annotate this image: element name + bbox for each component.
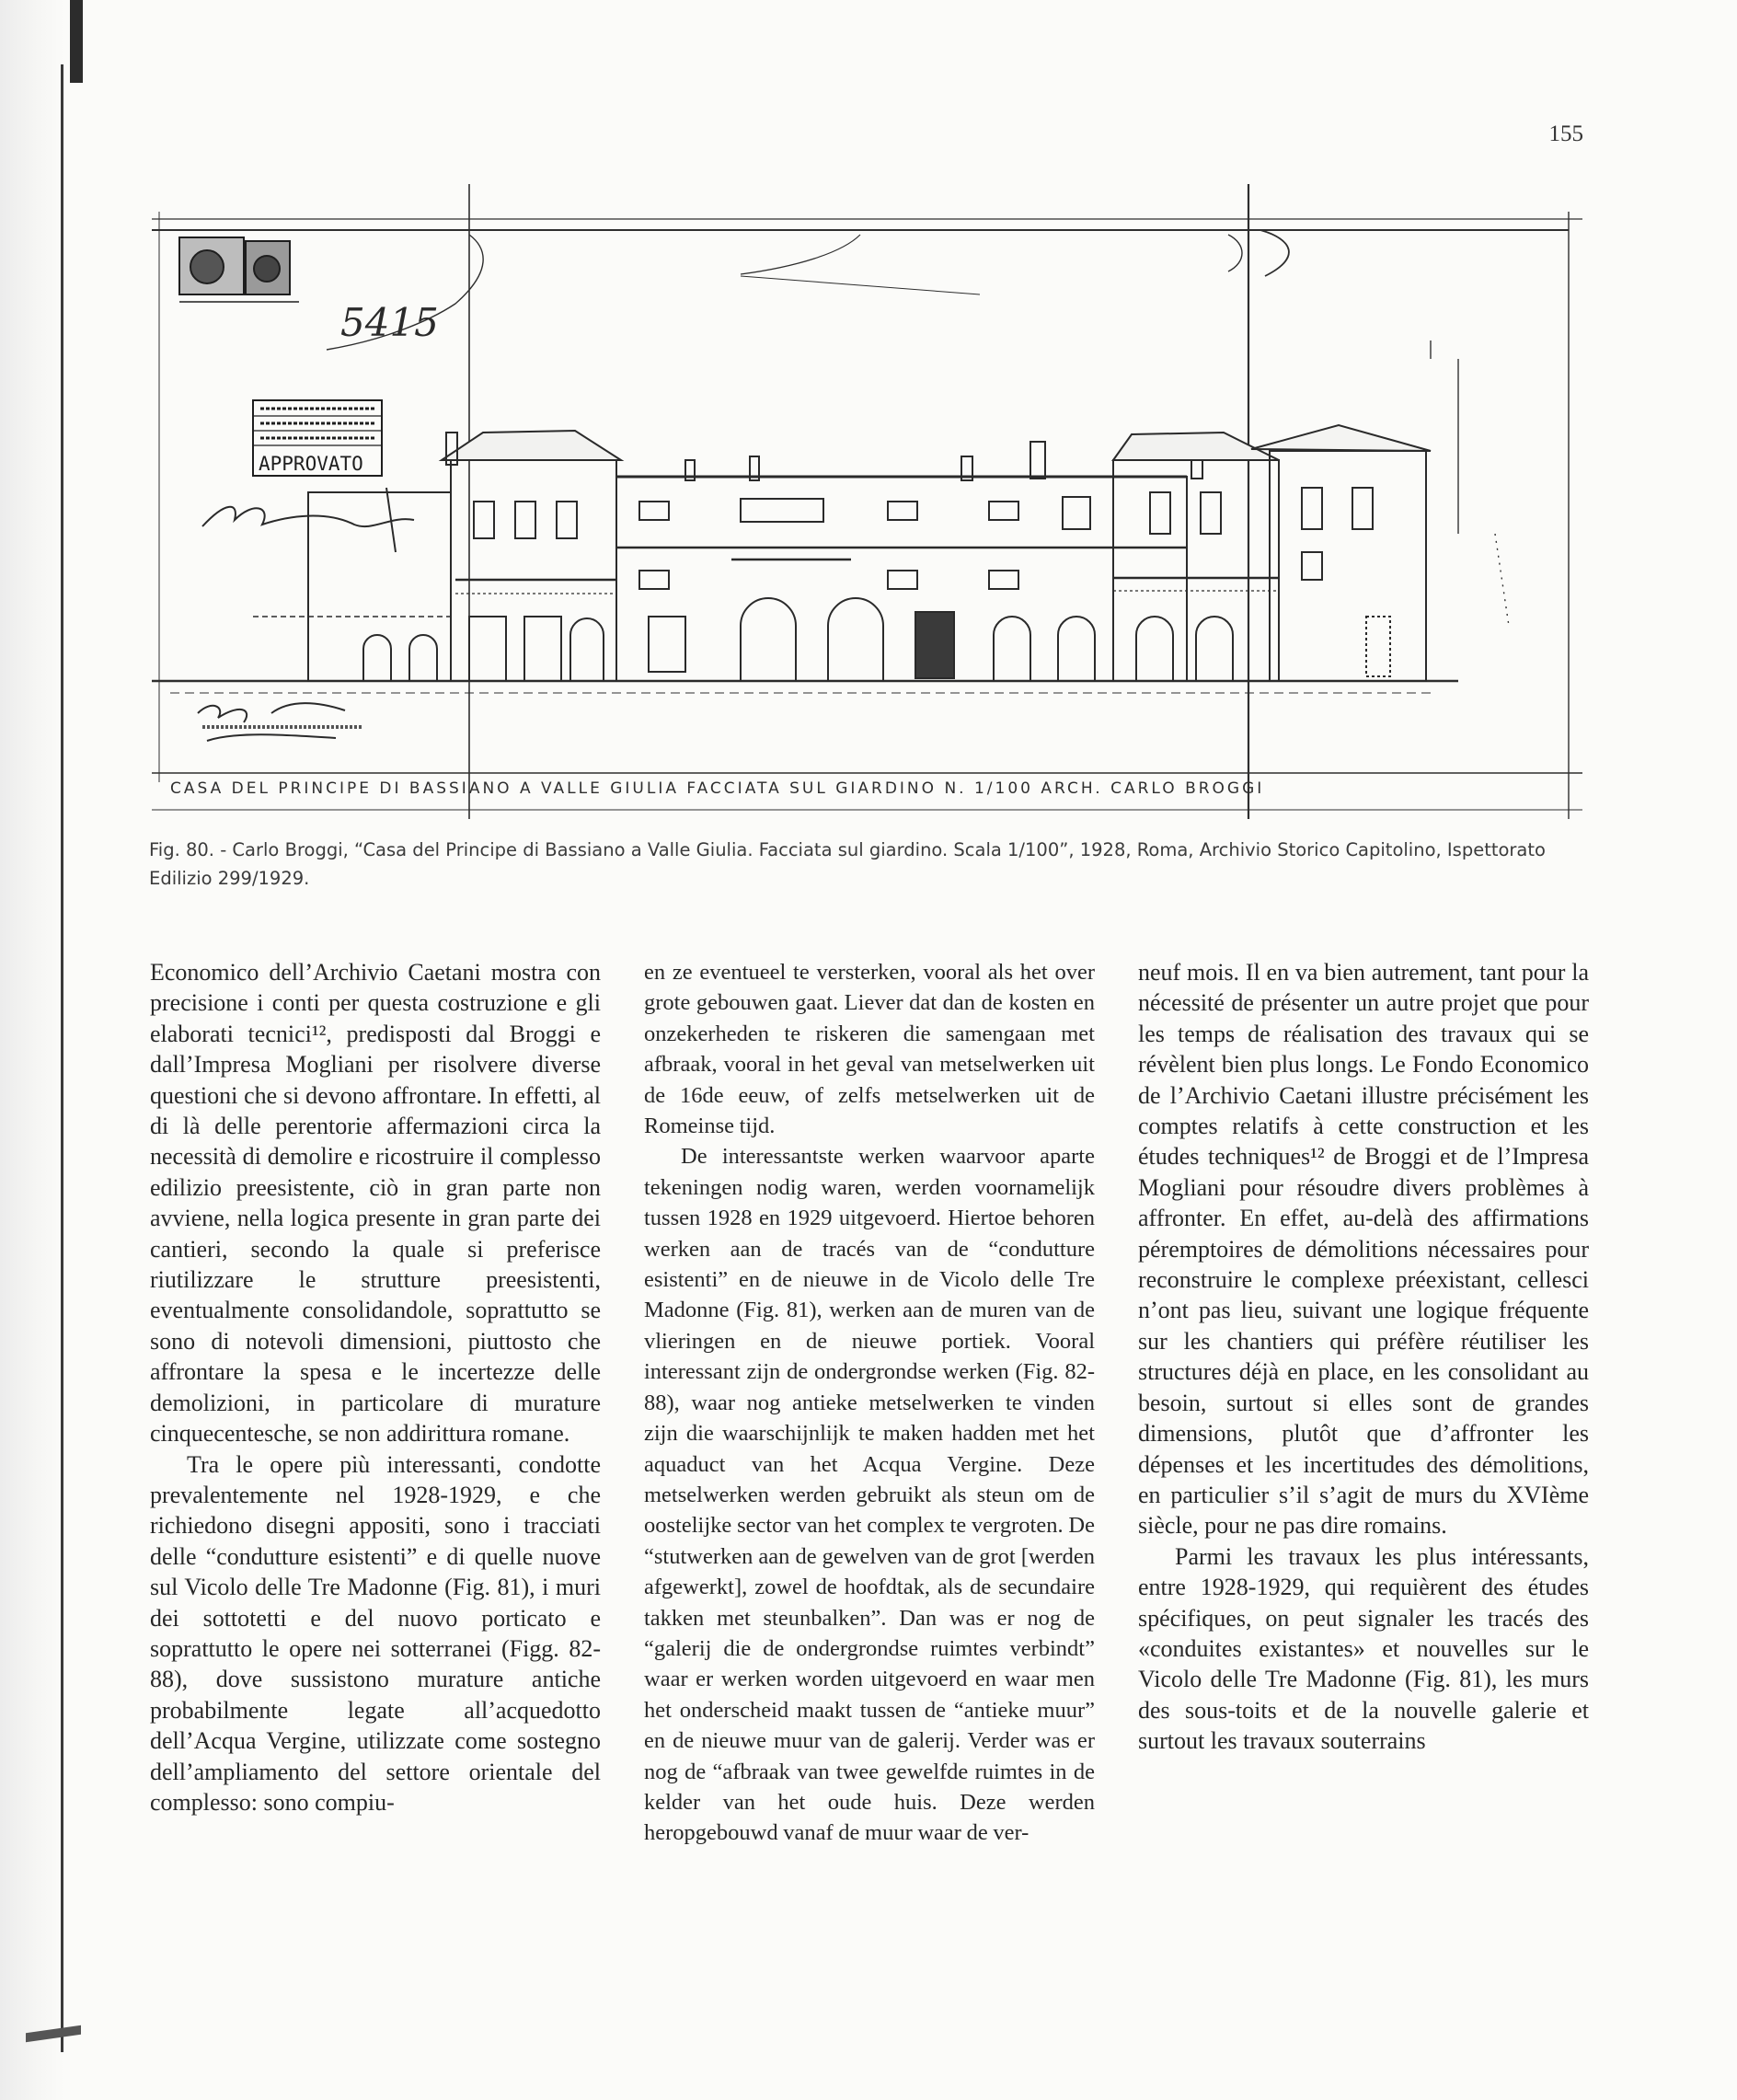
text-column-dutch (644, 957, 1095, 1849)
facade-drawing (253, 425, 1431, 681)
paragraph: Economico dell’Archivio Caetani mostra con precisione i conti per questa costruzione e gli elaborati tecnici¹², predisposti dal Broggi e dall’Impresa Mogliani per risolvere diverse questioni che si devono affrontare. In effetti, al di là delle perentorie affermazioni circa la necessità di demolire e ricostruire il complesso edilizio preesistente, ciò in gran parte non avviene, nella logica presente in gran parte dei cantieri, secondo la quale si preferisce riutilizzare le strutture preesistenti, eventualmente consolidandole, soprattutto se sono di notevoli dimensioni, piuttosto che affrontare la spesa e le incertezze delle demolizioni, in particolare di murature cinquecentesche, se non addirittura romane. (150, 959, 601, 1448)
scan-edge-mark (70, 0, 83, 83)
handwritten-number: 5415 (340, 300, 439, 345)
figure-caption: Fig. 80. - Carlo Broggi, “Casa del Principe di Bassiano a Valle Giulia. Facciata sul giardino. Scala 1/100”, 1928, Roma, Archivio Storico Capitolino, Ispettorato Edilizio 299/1929. (149, 839, 1546, 889)
stamp-icon (179, 237, 299, 302)
text-column-french (1138, 957, 1589, 1757)
drawing-title-strip: CASA DEL PRINCIPE DI BASSIANO A VALLE GIULIA FACCIATA SUL GIARDINO N. 1/100 ARCH. CARLO BROGGI (170, 779, 1265, 798)
text-column-italian (150, 957, 601, 1817)
paragraph: De interessantste werken waarvoor aparte tekeningen nodig waren, werden voornamelijk tussen 1928 en 1929 uitgevoerd. Hiertoe behoren werken aan de tracés van de “condutture esistenti” en de nieuwe in de Vicolo delle Tre Madonne (Fig. 81), werken aan de muren van de vlieringen en de nieuwe portiek. Vooral interessant zijn de ondergrondse werken (Fig. 82-88), waar nog antieke metselwerken te vinden zijn die waarschijnlijk te maken hadden met het aquaduct van het Acqua Vergine. Deze metselwerken werden gebruikt als steun om de oostelijke sector van het complex te vergroten. De “stutwerken aan de gewelven van de grot [werden afgewerkt], zowel de hoofdtak, als de secundaire takken met steunbalken”. Dan was er nog de “galerij die de ondergrondse ruimtes verbindt” waar er werken worden uitgevoerd en waar men het onderscheid maakt tussen de “antieke muur” en de nieuwe muur van de galerij. Verder was er nog de “afbraak van twee gewelfde ruimtes in de kelder van het oude huis. Deze werden heropgebouwd vanaf de muur waar de ver- (644, 1144, 1095, 1846)
paragraph: en ze eventueel te versterken, vooral als het over grote gebouwen gaat. Liever dat dan de kosten en onzekerheden te riskeren die samengaan met afbraak, vooral in het geval van metselwerken uit de 16de eeuw, of zelfs metselwerken uit de Romeinse tijd. (644, 960, 1095, 1139)
paragraph: neuf mois. Il en va bien autrement, tant pour la nécessité de présenter un autre projet que pour les temps de réalisation des travaux qui se révèlent bien plus longs. Le Fondo Economico de l’Archivio Caetani illustre précisément les comptes relatifs à cette construction et les études techniques¹² de Broggi et de l’Impresa Mogliani pour résoudre divers problèmes à affronter. En effet, au-delà des affirmations péremptoires de démolitions nécessaires pour reconstruire le complexe préexistant, cellesci n’ont pas lieu, suivant une logique fréquente sur les chantiers qui préfère réutiliser les structures déjà en place, en les consolidant au besoin, surtout si elles sont de grandes dimensions, plutôt que d’affronter les dépenses et les incertitudes des démolitions, en particulier s’il s’agit de murs du XVIème siècle, pour ne pas dire romains. (1138, 959, 1589, 1540)
figure-80-elevation-drawing (152, 184, 1582, 819)
page-number: 155 (1548, 121, 1583, 146)
paragraph: Tra le opere più interessanti, condotte prevalentemente nel 1928-1929, e che richiedono disegni appositi, sono i tracciati delle “condutture esistenti” e di quelle nuove sul Vicolo delle Tre Madonne (Fig. 81), i muri dei sottotetti e del nuovo porticato e soprattutto le opere nei sotterranei (Figg. 82-88), dove sussistono murature antiche probabilmente legate all’acquedotto dell’Acqua Vergine, utilizzate come sostegno dell’ampliamento del settore orientale del complesso: sono compiu- (150, 1450, 601, 1816)
approval-stamp-text: APPROVATO (259, 453, 363, 475)
paragraph: Parmi les travaux les plus intéressants, entre 1928-1929, qui requièrent des études spécifiques, on peut signaler les tracés des «conduites existantes» et nouvelles sur le Vicolo delle Tre Madonne (Fig. 81), les murs des sous-toits et de la nouvelle galerie et surtout les travaux souterrains (1138, 1542, 1589, 1755)
scan-edge (0, 0, 64, 2100)
signature-bottom (198, 703, 345, 741)
binding-line (61, 64, 63, 2052)
